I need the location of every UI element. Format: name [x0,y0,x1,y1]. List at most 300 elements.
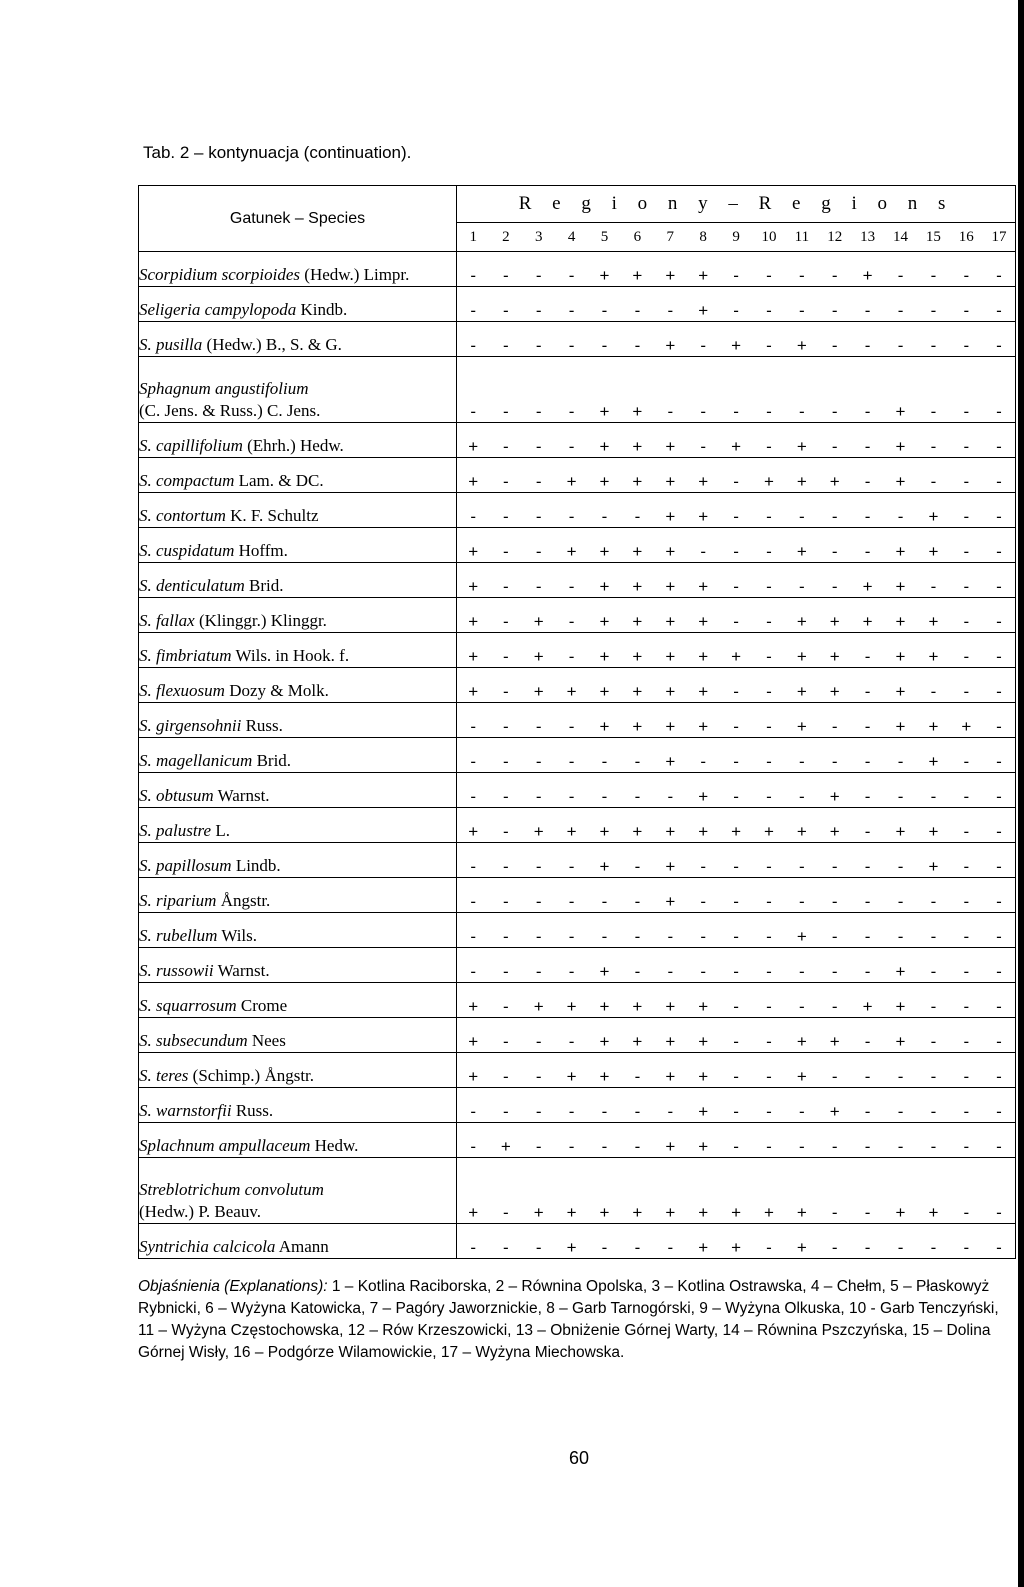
presence-cell: - [555,287,588,322]
presence-cell: - [720,563,753,598]
species-name-cell [139,668,457,703]
presence-cell: + [654,1123,687,1158]
presence-cell: + [621,668,654,703]
presence-cell: + [785,808,818,843]
presence-cell: + [884,983,917,1018]
species-author: K. F. Schultz [225,506,319,525]
species-name: S. teres [139,1066,189,1085]
presence-cell: + [785,423,818,458]
presence-cell: - [851,948,884,983]
presence-cell: + [687,563,720,598]
presence-cell: - [621,913,654,948]
presence-cell: - [489,1158,522,1224]
presence-cell: + [621,983,654,1018]
presence-cell: + [785,668,818,703]
presence-cell: - [687,843,720,878]
table-row [139,563,1016,598]
presence-cell: + [654,633,687,668]
species-name: Streblotrichum convolutum [139,1180,324,1199]
region-number: 10 [753,223,786,252]
presence-cell: + [851,598,884,633]
table-row [139,948,1016,983]
presence-cell: + [884,458,917,493]
presence-cell: + [687,493,720,528]
presence-cell: - [818,357,851,423]
presence-cell: - [522,252,555,287]
species-name: Splachnum ampullaceum [139,1136,311,1155]
presence-cell: - [555,322,588,357]
species-name-cell [139,913,457,948]
presence-cell: + [818,668,851,703]
presence-cell: - [654,948,687,983]
presence-cell: - [457,287,490,322]
presence-cell: + [950,703,983,738]
presence-cell: + [621,458,654,493]
presence-cell: - [851,1018,884,1053]
presence-cell: - [851,1123,884,1158]
presence-cell: - [654,287,687,322]
presence-cell: - [818,563,851,598]
presence-cell: + [687,633,720,668]
species-name-cell [139,598,457,633]
presence-cell: - [983,1053,1016,1088]
presence-cell: + [720,1158,753,1224]
presence-cell: - [555,493,588,528]
presence-cell: + [621,423,654,458]
presence-cell: - [983,1088,1016,1123]
presence-cell: - [950,1224,983,1259]
presence-cell: - [555,703,588,738]
presence-cell: + [621,357,654,423]
species-name: S. compactum [139,471,235,490]
presence-cell: - [489,913,522,948]
presence-cell: - [950,913,983,948]
presence-cell: - [457,913,490,948]
presence-cell: - [555,948,588,983]
presence-cell: - [785,878,818,913]
presence-cell: - [983,563,1016,598]
table-row [139,287,1016,322]
presence-cell: + [621,703,654,738]
presence-cell: - [588,287,621,322]
presence-cell: - [489,1088,522,1123]
presence-cell: - [753,668,786,703]
presence-cell: + [654,1018,687,1053]
presence-cell: - [522,563,555,598]
presence-cell: + [522,633,555,668]
presence-cell: - [753,252,786,287]
presence-cell: + [588,458,621,493]
presence-cell: - [950,1158,983,1224]
presence-cell: - [950,493,983,528]
presence-cell: + [555,1224,588,1259]
presence-cell: + [654,563,687,598]
species-name-cell [139,458,457,493]
presence-cell: - [884,1224,917,1259]
presence-cell: - [950,322,983,357]
species-author: (Klinggr.) Klinggr. [194,611,327,630]
species-name-cell [139,1088,457,1123]
species-name: Syntrichia calcicola [139,1237,276,1256]
presence-cell: + [785,1224,818,1259]
presence-cell: - [555,633,588,668]
presence-cell: + [457,983,490,1018]
presence-cell: - [917,1088,950,1123]
presence-cell: - [851,738,884,773]
presence-cell: - [522,322,555,357]
species-name: S. girgensohnii [139,716,242,735]
presence-cell: + [917,738,950,773]
presence-cell: + [555,1158,588,1224]
table-row [139,843,1016,878]
presence-cell: - [785,948,818,983]
presence-cell: - [720,703,753,738]
species-author: Hoffm. [234,541,288,560]
presence-cell: - [720,1053,753,1088]
species-name-cell [139,287,457,322]
presence-cell: - [588,878,621,913]
presence-cell: - [588,913,621,948]
presence-cell: + [884,703,917,738]
species-name: S. palustre [139,821,212,840]
presence-cell: + [654,458,687,493]
species-name: S. russowii [139,961,214,980]
presence-cell: - [489,493,522,528]
presence-cell: + [687,598,720,633]
presence-cell: - [555,913,588,948]
presence-cell: - [621,1123,654,1158]
presence-cell: - [851,668,884,703]
explanations-text: 1 – Kotlina Raciborska, 2 – Równina Opolska, 3 – Kotlina Ostrawska, 4 – Chełm, 5 – Płaskowyż Rybnicki, 6 – Wyżyna Katowicka, 7 – Pagóry Jaworznickie, 8 – Garb Tarnogórski, 9 – Wyżyna Olkuska, 10 - Garb Tenczyński, 11 – Wyżyna Częstochowska, 12 – Rów Krzeszowicki, 13 – Obniżenie Górnej Warty, 14 – Równina Pszczyńska, 15 – Dolina Górnej Wisły, 16 – Podgórze Wilamowickie, 17 – Wyżyna Miechowska. [138,1278,999,1361]
presence-cell: - [983,493,1016,528]
presence-cell: - [917,668,950,703]
region-number: 5 [588,223,621,252]
presence-cell: - [522,528,555,563]
presence-cell: + [654,808,687,843]
table-row [139,983,1016,1018]
presence-cell: + [687,983,720,1018]
presence-cell: - [851,633,884,668]
presence-cell: + [917,808,950,843]
presence-cell: + [522,598,555,633]
presence-cell: - [884,322,917,357]
presence-cell: - [818,423,851,458]
presence-cell: + [785,913,818,948]
presence-cell: - [457,703,490,738]
presence-cell: + [457,1053,490,1088]
presence-cell: + [917,843,950,878]
region-number: 6 [621,223,654,252]
presence-cell: - [785,493,818,528]
species-author: (Hedw.) B., S. & G. [202,335,342,354]
species-author: Nees [247,1031,286,1050]
presence-cell: - [983,423,1016,458]
species-author: Lindb. [231,856,281,875]
presence-cell: - [983,287,1016,322]
presence-cell: - [818,322,851,357]
presence-cell: - [489,252,522,287]
presence-cell: - [588,773,621,808]
presence-cell: - [687,913,720,948]
presence-cell: + [654,598,687,633]
presence-cell: - [522,458,555,493]
presence-cell: - [851,287,884,322]
presence-cell: + [884,423,917,458]
species-author: Russ. [231,1101,274,1120]
table-row [139,738,1016,773]
presence-cell: - [522,287,555,322]
presence-cell: - [950,1123,983,1158]
presence-cell: - [555,1018,588,1053]
presence-cell: - [522,1123,555,1158]
presence-cell: + [687,1123,720,1158]
presence-cell: - [522,843,555,878]
presence-cell: - [785,738,818,773]
presence-cell: - [654,357,687,423]
presence-cell: - [851,878,884,913]
species-author: Kindb. [296,300,348,319]
table-row [139,493,1016,528]
presence-cell: + [588,843,621,878]
presence-cell: - [720,843,753,878]
presence-cell: + [555,528,588,563]
presence-cell: + [753,808,786,843]
presence-cell: - [489,878,522,913]
species-name: S. rubellum [139,926,218,945]
species-name-cell [139,563,457,598]
species-name: S. fimbriatum [139,646,232,665]
presence-cell: + [818,1088,851,1123]
presence-cell: - [621,878,654,913]
presence-cell: + [687,1018,720,1053]
presence-cell: - [950,357,983,423]
presence-cell: - [522,703,555,738]
presence-cell: - [457,1224,490,1259]
presence-cell: + [818,633,851,668]
presence-cell: - [753,493,786,528]
presence-cell: - [950,252,983,287]
presence-cell: - [785,773,818,808]
presence-cell: - [818,738,851,773]
species-name: S. squarrosum [139,996,237,1015]
species-author: (C. Jens. & Russ.) C. Jens. [139,401,321,420]
table-row [139,1053,1016,1088]
presence-cell: - [457,252,490,287]
presence-cell: + [720,808,753,843]
species-name: S. capillifolium [139,436,243,455]
presence-cell: - [917,878,950,913]
species-name: S. cuspidatum [139,541,235,560]
presence-cell: - [884,493,917,528]
presence-cell: - [818,252,851,287]
presence-cell: - [818,1158,851,1224]
presence-cell: - [884,252,917,287]
presence-cell: - [522,913,555,948]
presence-cell: - [917,458,950,493]
page-number: 60 [568,1448,590,1468]
presence-cell: - [917,1053,950,1088]
table-header [139,186,1016,252]
presence-cell: + [917,598,950,633]
presence-cell: - [588,738,621,773]
presence-cell: + [753,1158,786,1224]
presence-cell: - [457,1088,490,1123]
presence-cell: + [588,252,621,287]
presence-cell: + [785,598,818,633]
presence-cell: - [851,528,884,563]
table-row [139,1158,1016,1224]
presence-cell: - [917,1224,950,1259]
presence-cell: - [917,423,950,458]
presence-cell: - [687,738,720,773]
table-row [139,1224,1016,1259]
species-author: (Ehrh.) Hedw. [242,436,344,455]
presence-cell: + [457,808,490,843]
presence-cell: - [950,1018,983,1053]
presence-cell: + [457,633,490,668]
presence-cell: + [818,773,851,808]
presence-cell: + [621,528,654,563]
presence-cell: - [753,1053,786,1088]
presence-cell: - [687,878,720,913]
presence-cell: + [457,1018,490,1053]
presence-cell: - [818,843,851,878]
region-number: 4 [555,223,588,252]
species-name: S. pusilla [139,335,203,354]
species-name-cell [139,738,457,773]
presence-cell: - [522,948,555,983]
presence-cell: + [785,703,818,738]
species-name: Seligeria campylopoda [139,300,297,319]
presence-cell: + [917,633,950,668]
presence-cell: + [457,598,490,633]
presence-cell: + [457,668,490,703]
species-name: S. warnstorfii [139,1101,232,1120]
presence-cell: - [489,1018,522,1053]
species-author: Hedw. [310,1136,359,1155]
presence-cell: - [983,878,1016,913]
species-name: S. riparium [139,891,217,910]
presence-cell: + [654,878,687,913]
presence-cell: - [489,983,522,1018]
presence-cell: - [785,1123,818,1158]
species-name: S. papillosum [139,856,232,875]
presence-cell: + [785,633,818,668]
presence-cell: - [884,738,917,773]
presence-cell: + [588,808,621,843]
presence-cell: - [884,878,917,913]
presence-cell: - [983,913,1016,948]
region-number: 11 [785,223,818,252]
presence-cell: - [818,287,851,322]
species-author: Brid. [244,576,284,595]
presence-cell: - [785,983,818,1018]
presence-cell: - [983,598,1016,633]
species-author: Warnst. [213,961,270,980]
presence-cell: + [687,1158,720,1224]
species-name-cell [139,948,457,983]
presence-cell: - [489,423,522,458]
presence-cell: - [950,983,983,1018]
region-number: 12 [818,223,851,252]
presence-cell: + [785,528,818,563]
presence-cell: - [753,423,786,458]
presence-cell: - [720,252,753,287]
presence-cell: + [588,528,621,563]
presence-cell: - [489,773,522,808]
presence-cell: - [950,738,983,773]
presence-cell: + [555,458,588,493]
presence-cell: - [457,1123,490,1158]
presence-cell: - [884,1123,917,1158]
presence-cell: - [720,528,753,563]
presence-cell: + [588,1053,621,1088]
presence-cell: + [884,357,917,423]
species-author: Brid. [252,751,292,770]
presence-cell: + [621,252,654,287]
presence-cell: - [457,357,490,423]
explanations-note [138,1276,1014,1364]
presence-cell: + [818,598,851,633]
presence-cell: - [983,773,1016,808]
presence-cell: - [785,563,818,598]
presence-cell: + [654,528,687,563]
presence-cell: - [720,913,753,948]
region-number: 15 [917,223,950,252]
presence-cell: + [555,808,588,843]
species-author: (Schimp.) Ångstr. [188,1066,315,1085]
species-name-cell [139,808,457,843]
presence-cell: - [489,528,522,563]
presence-cell: + [884,598,917,633]
presence-cell: + [654,668,687,703]
region-number: 13 [851,223,884,252]
presence-cell: - [785,252,818,287]
presence-cell: + [588,1158,621,1224]
presence-cell: - [588,322,621,357]
presence-cell: + [457,423,490,458]
species-author: Warnst. [213,786,270,805]
presence-cell: - [489,668,522,703]
region-number: 3 [522,223,555,252]
presence-cell: - [720,983,753,1018]
presence-cell: - [851,1224,884,1259]
presence-cell: + [654,252,687,287]
presence-cell: + [588,983,621,1018]
presence-cell: - [489,633,522,668]
presence-cell: - [950,423,983,458]
presence-cell: - [851,1158,884,1224]
presence-cell: - [851,1053,884,1088]
presence-cell: - [555,738,588,773]
presence-cell: - [950,598,983,633]
presence-cell: - [720,878,753,913]
presence-cell: + [588,703,621,738]
species-name: S. denticulatum [139,576,245,595]
species-name: S. flexuosum [139,681,225,700]
presence-cell: - [687,948,720,983]
presence-cell: + [654,1158,687,1224]
presence-cell: - [917,773,950,808]
presence-cell: - [851,357,884,423]
presence-cell: + [621,808,654,843]
species-name-cell [139,1053,457,1088]
presence-cell: - [950,633,983,668]
presence-cell: - [654,1088,687,1123]
presence-cell: - [489,287,522,322]
presence-cell: - [851,1088,884,1123]
presence-cell: - [753,913,786,948]
